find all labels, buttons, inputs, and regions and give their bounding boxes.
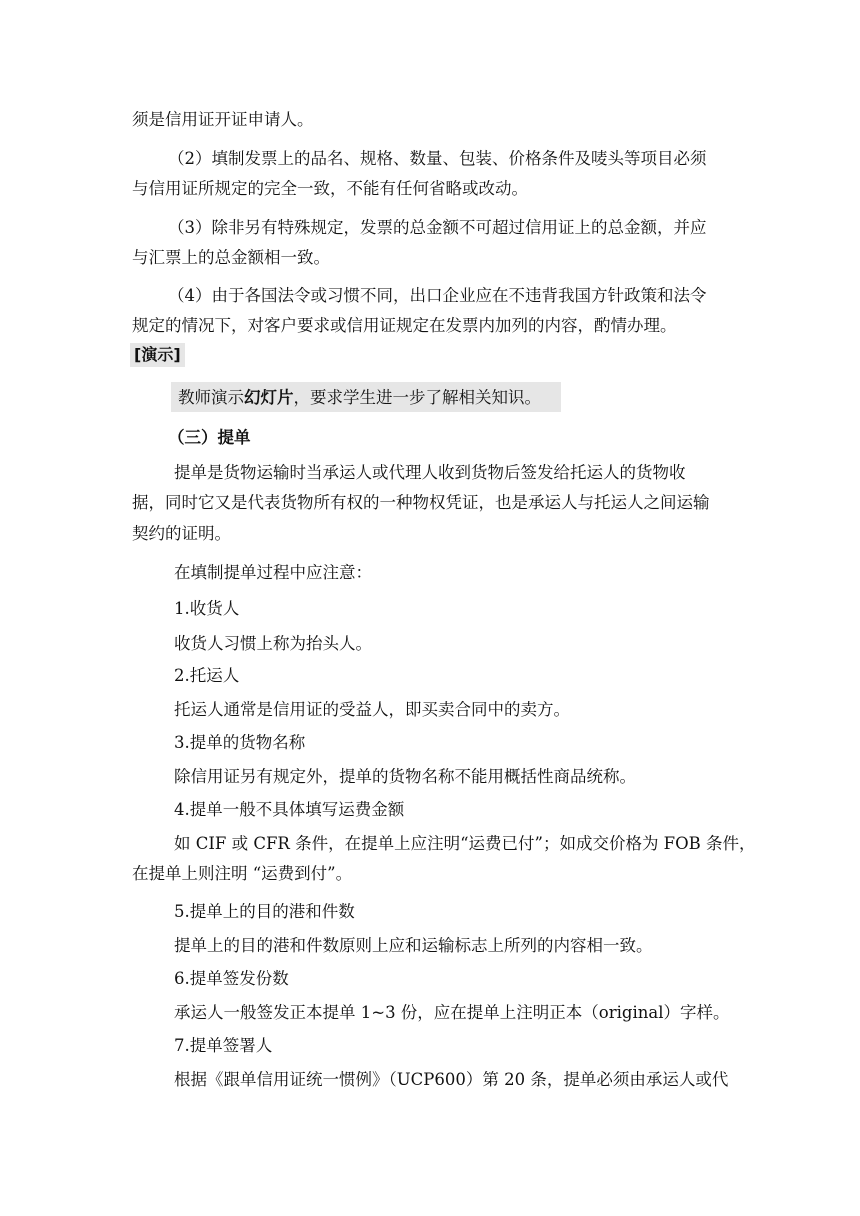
list-item-text: 托运人通常是信用证的受益人，即买卖合同中的卖方。 (174, 700, 570, 719)
demo-tag: [演示] (130, 343, 185, 367)
list-item-title: 3.提单的货物名称 (174, 733, 306, 752)
paragraph-line: 在填制提单过程中应注意： (174, 563, 372, 582)
list-item-text: 收货人习惯上称为抬头人。 (174, 634, 372, 653)
list-item-text: 如 CIF 或 CFR 条件，在提单上应注明“运费已付”；如成交价格为 FOB 条件， (174, 834, 756, 853)
paragraph-line: 须是信用证开证申请人。 (132, 110, 314, 129)
paragraph-line: 契约的证明。 (132, 524, 231, 543)
list-item-title: 2.托运人 (174, 666, 240, 685)
list-item-title: 4.提单一般不具体填写运费金额 (174, 800, 405, 819)
paragraph-line: （4）由于各国法令或习惯不同，出口企业应在不违背我国方针政策和法令 (168, 286, 707, 305)
list-item-title: 5.提单上的目的港和件数 (174, 902, 355, 921)
paragraph-line: 与汇票上的总金额相一致。 (132, 248, 330, 267)
list-item-title: 1.收货人 (174, 599, 240, 618)
demo-text-before: 教师演示 (178, 388, 244, 407)
paragraph-line: 与信用证所规定的完全一致，不能有任何省略或改动。 (132, 179, 528, 198)
list-item-text: 在提单上则注明 “运费到付”。 (132, 864, 353, 883)
demo-text (178, 386, 541, 410)
paragraph-line: 提单是货物运输时当承运人或代理人收到货物后签发给托运人的货物收 (174, 463, 686, 482)
list-item-text: 承运人一般签发正本提单 1~3 份，应在提单上注明正本（original）字样。 (174, 1003, 730, 1022)
section-heading: （三）提单 (168, 428, 251, 447)
demo-text-after: ，要求学生进一步了解相关知识。 (293, 388, 541, 407)
paragraph-line: （3）除非另有特殊规定，发票的总金额不可超过信用证上的总金额，并应 (168, 218, 707, 237)
paragraph-line: 据，同时它又是代表货物所有权的一种物权凭证，也是承运人与托运人之间运输 (132, 493, 710, 512)
list-item-text: 除信用证另有规定外，提单的货物名称不能用概括性商品统称。 (174, 767, 636, 786)
list-item-title: 6.提单签发份数 (174, 969, 289, 988)
list-item-text: 提单上的目的港和件数原则上应和运输标志上所列的内容相一致。 (174, 936, 653, 955)
list-item-text: 根据《跟单信用证统一惯例》（UCP600）第 20 条，提单必须由承运人或代 (174, 1070, 729, 1089)
paragraph-line: 规定的情况下，对客户要求或信用证规定在发票内加列的内容，酌情办理。 (132, 316, 677, 335)
list-item-title: 7.提单签署人 (174, 1036, 273, 1055)
paragraph-line: （2）填制发票上的品名、规格、数量、包装、价格条件及唛头等项目必须 (168, 149, 707, 168)
demo-text-bold: 幻灯片 (244, 388, 294, 407)
